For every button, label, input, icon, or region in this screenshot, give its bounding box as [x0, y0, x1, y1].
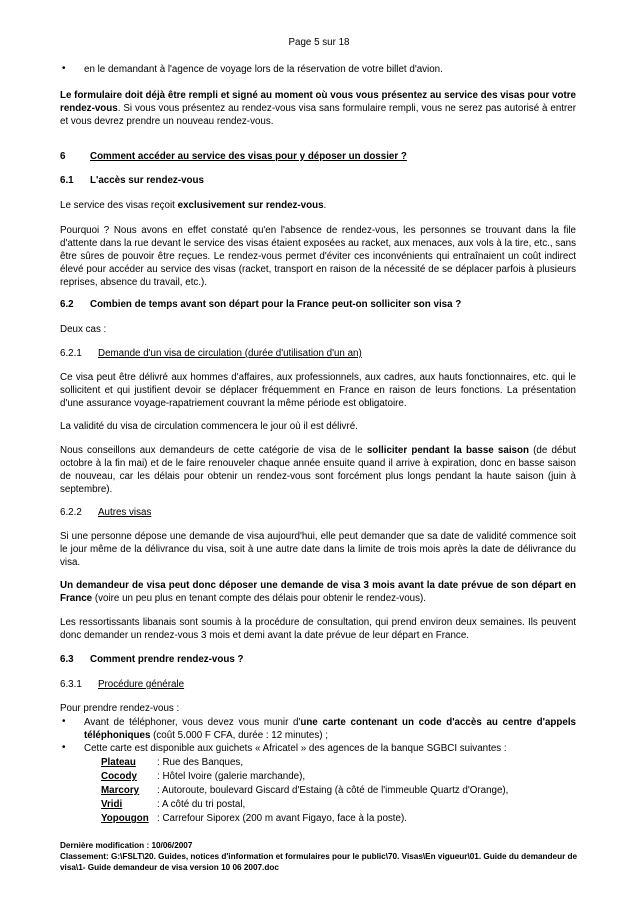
paragraph-how-to: Pour prendre rendez-vous : [60, 703, 180, 714]
section-title: Comment accéder au service des visas pour y déposer un dossier ? [90, 151, 407, 162]
agency-row [101, 812, 407, 826]
section-title: Comment prendre rendez-vous ? [90, 654, 244, 665]
section-heading-6-3-1 [60, 678, 576, 691]
form-requirement-bold: Le formulaire doit déjà être rempli et signé au moment où vous vous présentez au service des visas pour votre rendez-vous [60, 90, 576, 114]
text-run: Le service des visas reçoit [60, 200, 178, 211]
bullet-marker: • [62, 742, 66, 753]
paragraph-appointment-only [60, 199, 576, 212]
bullet-access-card [84, 716, 576, 742]
section-number: 6.2 [60, 299, 74, 310]
text-run: Avant de téléphoner, vous devez vous munir d' [84, 717, 301, 728]
paragraph-three-months [60, 579, 576, 605]
text-run: (voire un peu plus en tenant compte des délais pour obtenir le rendez-vous). [92, 593, 426, 604]
text-bold: une carte contenant un code d'accès au centre d'appels téléphoniques [84, 717, 576, 741]
section-number: 6.2.1 [60, 348, 82, 359]
section-title: Demande d'un visa de circulation (durée d'utilisation d'un an) [98, 348, 362, 359]
paragraph-form-requirement [60, 89, 576, 128]
section-number: 6.3.1 [60, 679, 82, 690]
section-heading-6 [60, 150, 576, 163]
text-run: (de début octobre à la fin mai) et de le faire renouveler chaque année ensuite quand il arrive à expiration, donc en basse saison de nouveau, car les délais pour obtenir un rendez-vous sont forcément plus longs pendant la haute saison (juin à septembre). [60, 445, 576, 495]
agency-detail: : Carrefour Siporex (200 m avant Figayo, face à la poste). [157, 813, 407, 824]
section-number: 6.3 [60, 654, 74, 665]
paragraph-why-appointment: Pourquoi ? Nous avons en effet constaté qu'en l'absence de rendez-vous, les personnes se trouvant dans la file d'attente dans la rue devant le service des visas étaient exposées au racket, aux menaces, aux vols à la tire, etc., sans être sûres de pouvoir être reçues. Le rendez-vous permet d'éviter ces inconvénients qui entraînaient un coût indirect élevé pour accéder au service des visas (racket, transport en raison de la nécessité de se déplacer parfois à plusieurs reprises, absence du travail, etc.). [60, 225, 576, 288]
text-bold: Un demandeur de visa peut donc déposer une demande de visa 3 mois avant la date prévue de son départ en France [60, 580, 576, 604]
agency-city: Vridi [101, 799, 123, 810]
form-requirement-rest: . Si vous vous présentez au rendez-vous visa sans formulaire rempli, vous ne serez pas autorisé à entrer et vous devrez prendre un nouveau rendez-vous. [60, 103, 576, 127]
paragraph-validity: La validité du visa de circulation commencera le jour où il est délivré. [60, 421, 358, 432]
footer-last-modified: Dernière modification : 10/06/2007 [60, 841, 193, 850]
section-title: Procédure générale [98, 679, 185, 690]
footer-classement: Classement: G:\FSLT\20. Guides, notices d'information et formulaires pour le public\70. Visas\En vigueur\01. Guide du demandeur de visa\1- Guide demandeur de visa version 10 06 2007.doc [60, 852, 578, 872]
paragraph-other-visas: Si une personne dépose une demande de visa aujourd'hui, elle peut demander que sa date de validité commence soit le jour même de la délivrance du visa, soit à une autre date dans la limite de trois mois après la date de délivrance du visa. [60, 531, 576, 568]
agency-detail: : Hôtel Ivoire (galerie marchande), [157, 771, 306, 782]
section-title: Combien de temps avant son départ pour la France peut-on solliciter son visa ? [90, 299, 462, 310]
section-heading-6-2-2 [60, 506, 576, 519]
paragraph-lebanese: Les ressortissants libanais sont soumis à la procédure de consultation, qui prend environ deux semaines. Ils peuvent donc demander un rendez-vous 3 mois et demi avant la date prévue de leur départ en France. [60, 617, 576, 641]
text-run: Nous conseillons aux demandeurs de cette catégorie de visa de le [60, 445, 367, 456]
agency-city: Cocody [101, 771, 137, 782]
agency-city: Marcory [101, 785, 140, 796]
paragraph-two-cases: Deux cas : [60, 324, 107, 335]
agency-city: Plateau [101, 757, 136, 768]
section-title: L'accès sur rendez-vous [90, 175, 204, 186]
section-title: Autres visas [98, 507, 152, 518]
section-heading-6-1 [60, 174, 576, 187]
bullet-marker: • [62, 63, 66, 74]
agency-row [101, 770, 305, 784]
text-run: . [323, 200, 327, 211]
bullet-card-availability: Cette carte est disponible aux guichets « Africatel » des agences de la banque SGBCI suivantes : [84, 743, 507, 754]
agency-detail: : Rue des Banques, [157, 757, 244, 768]
page-number: Page 5 sur 18 [288, 37, 350, 48]
section-number: 6 [60, 151, 66, 162]
section-heading-6-3 [60, 653, 576, 666]
paragraph-circulation-visa: Ce visa peut être délivré aux hommes d'affaires, aux professionnels, aux cadres, aux hauts fonctionnaires, etc. qui le sollicitent et qui justifient devoir se déplacer fréquemment en France en raison de leurs fonctions. La présentation d'une assurance voyage-rapatriement couvrant la même période est obligatoire. [60, 372, 576, 409]
agency-detail: : A côté du tri postal, [157, 799, 246, 810]
bullet-airline-agency: en le demandant à l'agence de voyage lors de la réservation de votre billet d'avion. [84, 64, 443, 75]
text-run: (coût 5.000 F CFA, durée : 12 minutes) ; [150, 730, 328, 741]
bullet-marker: • [62, 716, 66, 727]
section-heading-6-2 [60, 298, 576, 311]
agency-city: Yopougon [101, 813, 149, 824]
paragraph-low-season [60, 444, 576, 496]
section-number: 6.2.2 [60, 507, 82, 518]
agency-row [101, 784, 508, 798]
section-number: 6.1 [60, 175, 74, 186]
agency-row [101, 756, 243, 770]
agency-row [101, 798, 245, 812]
section-heading-6-2-1 [60, 347, 576, 360]
text-bold: solliciter pendant la basse saison [366, 445, 529, 456]
agency-detail: : Autoroute, boulevard Giscard d'Estaing (à côté de l'immeuble Quartz d'Orange), [157, 785, 509, 796]
text-bold: exclusivement sur rendez-vous [177, 200, 324, 211]
